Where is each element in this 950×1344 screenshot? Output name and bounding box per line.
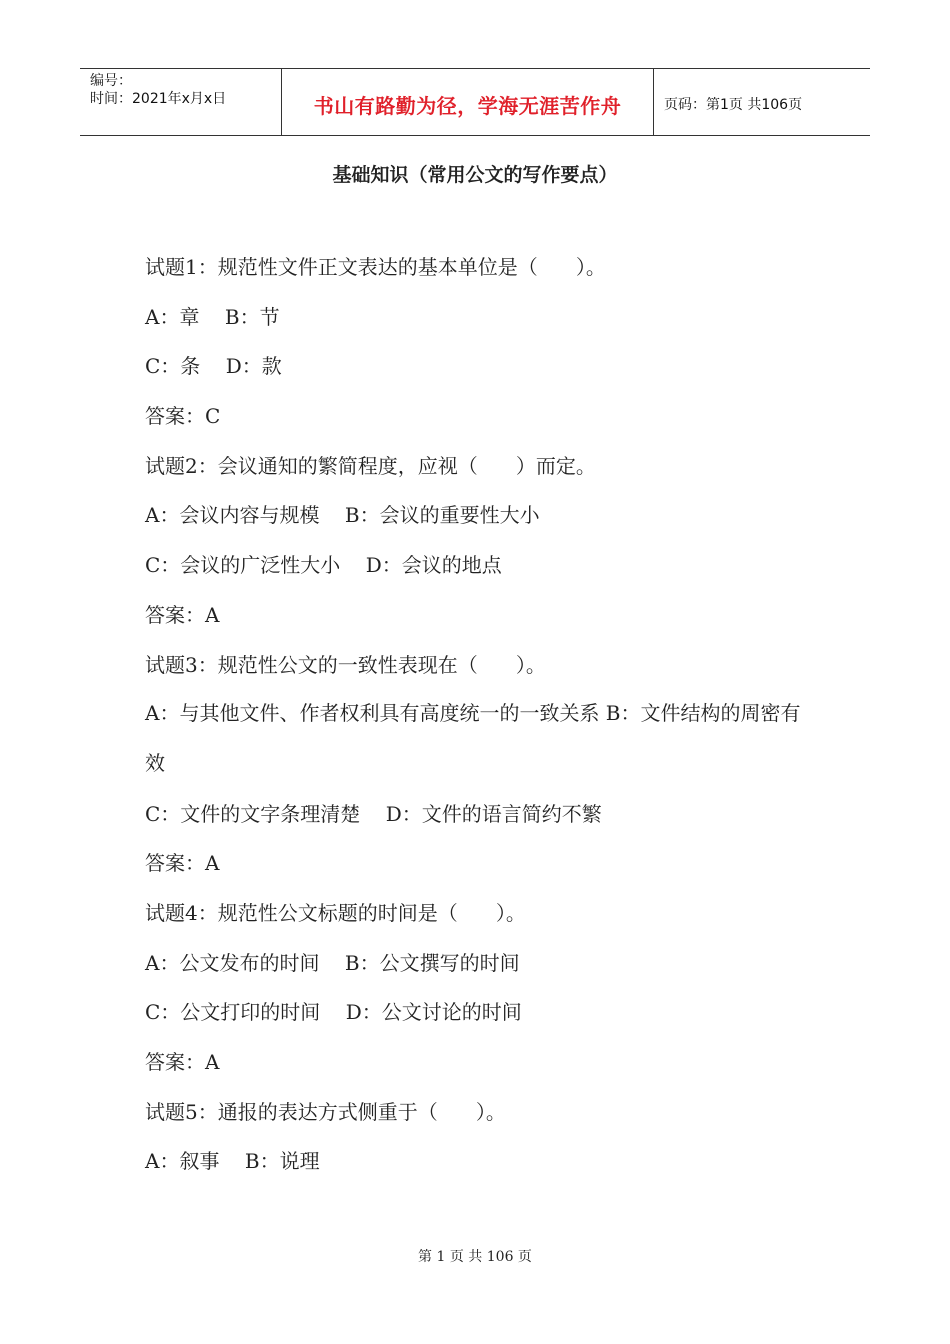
question-1-options-ab: A：章 B：节	[145, 304, 280, 329]
question-4: 试题4：规范性公文标题的时间是（ ）。	[145, 900, 526, 925]
question-3-options-cd: C：文件的文字条理清楚 D：文件的语言简约不繁	[145, 801, 602, 826]
serial-number-label: 编号：	[90, 73, 132, 89]
header-meta-cell	[80, 69, 282, 135]
question-3: 试题3：规范性公文的一致性表现在（ ）。	[145, 652, 546, 677]
question-3-answer: 答案：A	[145, 851, 220, 876]
question-4-options-ab: A：公文发布的时间 B：公文撰写的时间	[145, 950, 520, 975]
date-label: 时间：2021年x月x日	[90, 91, 227, 107]
question-2-options-ab: A：会议内容与规模 B：会议的重要性大小	[145, 503, 540, 528]
document-body	[145, 255, 815, 1199]
question-1-options-cd: C：条 D：款	[145, 354, 282, 379]
header-table	[80, 68, 870, 136]
question-2-options-cd: C：会议的广泛性大小 D：会议的地点	[145, 553, 502, 578]
question-4-answer: 答案：A	[145, 1050, 220, 1075]
question-1-answer: 答案：C	[145, 404, 221, 429]
question-2: 试题2：会议通知的繁简程度，应视（ ）而定。	[145, 453, 596, 478]
question-5: 试题5：通报的表达方式侧重于（ ）。	[145, 1099, 506, 1124]
question-4-options-cd: C：公文打印的时间 D：公文讨论的时间	[145, 1000, 522, 1025]
question-2-answer: 答案：A	[145, 602, 220, 627]
header-motto: 书山有路勤为径，学海无涯苦作舟	[282, 69, 654, 135]
page-footer: 第 1 页 共 106 页	[418, 1249, 532, 1265]
question-3-options-ab: A：与其他文件、作者权利具有高度统一的一致关系 B：文件结构的周密有效	[145, 701, 801, 776]
question-5-options-ab: A：叙事 B：说理	[145, 1149, 320, 1174]
header-page-info: 页码：第1页 共106页	[664, 97, 803, 113]
document-title: 基础知识（常用公文的写作要点）	[332, 164, 618, 186]
question-1: 试题1：规范性文件正文表达的基本单位是（ ）。	[145, 255, 606, 279]
